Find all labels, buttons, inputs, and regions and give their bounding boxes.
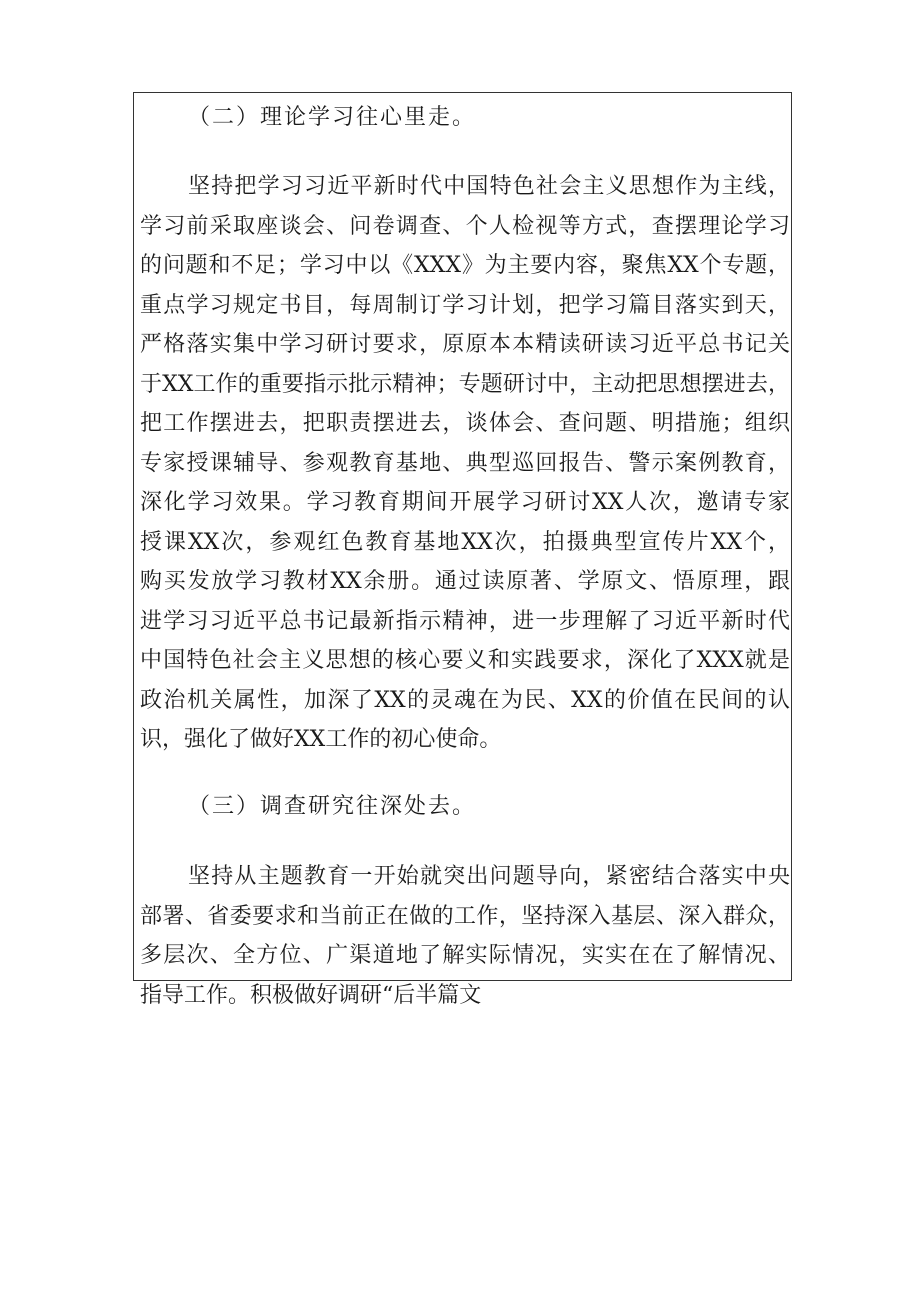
section2-heading: （二）理论学习往心里走。 (188, 105, 477, 130)
paragraph-line: 学习前采取座谈会、问卷调查、个人检视等方式，查摆理论学习 (140, 213, 790, 239)
paragraph-line: 专家授课辅导、参观教育基地、典型巡回报告、警示案例教育， (140, 450, 790, 476)
paragraph-line: 深化学习效果。学习教育期间开展学习研讨XX人次，邀请专家 (140, 490, 790, 515)
paragraph-line: 指导工作。积极做好调研“后半篇文 (140, 982, 482, 1008)
paragraph-line: 坚持把学习习近平新时代中国特色社会主义思想作为主线， (188, 174, 790, 199)
section3-heading: （三）调查研究往深处去。 (188, 794, 477, 819)
paragraph-line: 把工作摆进去，把职责摆进去，谈体会、查问题、明措施；组织 (140, 411, 790, 436)
paragraph-line: 坚持从主题教育一开始就突出问题导向，紧密结合落实中央 (188, 864, 790, 889)
paragraph-line: 中国特色社会主义思想的核心要义和实践要求，深化了XXX就是 (140, 648, 790, 673)
paragraph-line: 严格落实集中学习研讨要求，原原本本精读研读习近平总书记关 (140, 332, 790, 357)
paragraph-line: 政治机关属性，加深了XX的灵魂在为民、XX的价值在民间的认 (140, 687, 790, 713)
paragraph-line: 进学习习近平总书记最新指示精神，进一步理解了习近平新时代 (140, 608, 790, 634)
paragraph-line: 部署、省委要求和当前正在做的工作，坚持深入基层、深入群众， (140, 903, 790, 929)
paragraph-line: 识，强化了做好XX工作的初心使命。 (140, 727, 502, 752)
paragraph-line: 多层次、全方位、广渠道地了解实际情况，实实在在了解情况、 (140, 943, 790, 968)
paragraph-line: 于XX工作的重要指示批示精神；专题研讨中，主动把思想摆进去， (140, 371, 790, 397)
paragraph-line: 重点学习规定书目，每周制订学习计划，把学习篇目落实到天， (140, 292, 790, 318)
paragraph-line: 授课XX次，参观红色教育基地XX次，拍摄典型宣传片XX个， (140, 529, 790, 555)
paragraph-line: 购买发放学习教材XX余册。通过读原著、学原文、悟原理，跟 (140, 569, 790, 594)
paragraph-line: 的问题和不足；学习中以《XXX》为主要内容，聚焦XX个专题， (140, 253, 790, 278)
